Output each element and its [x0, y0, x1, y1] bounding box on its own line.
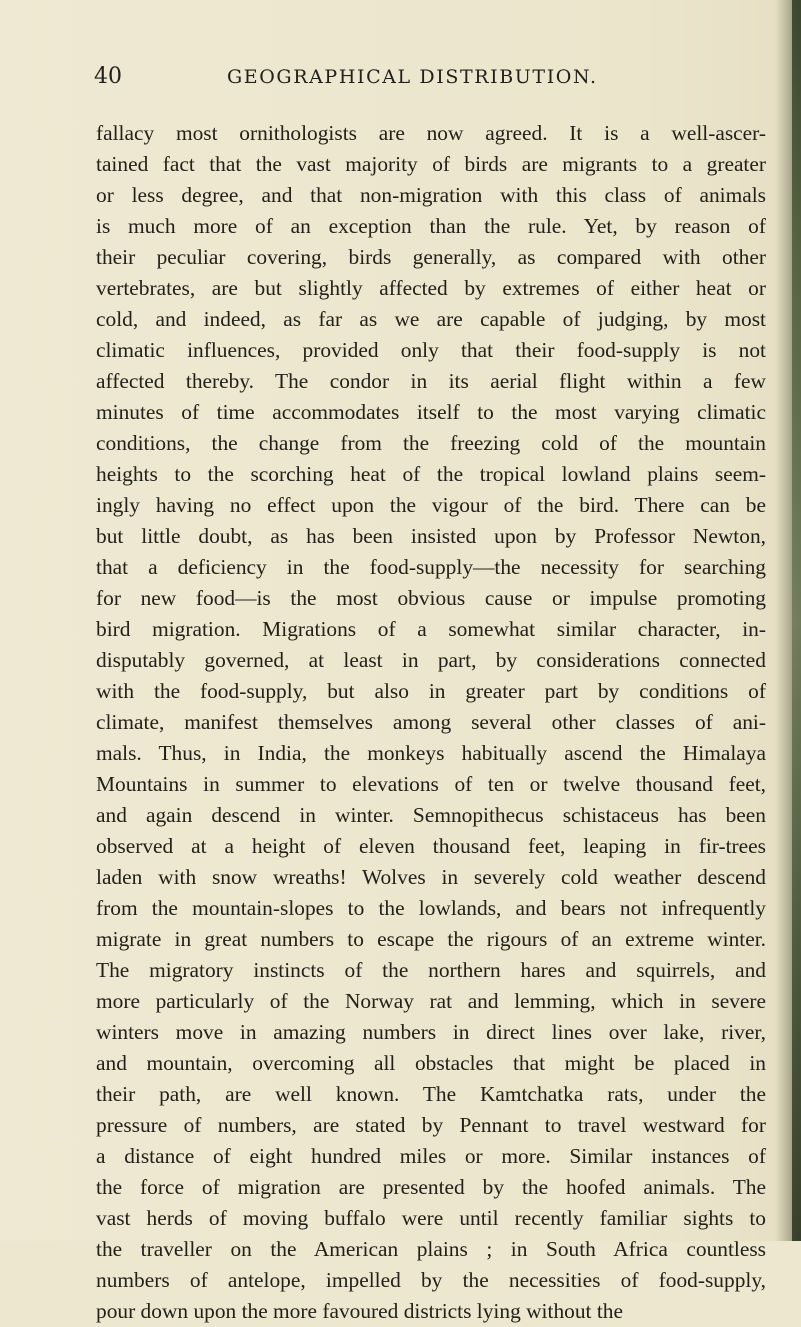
text-line: ingly having no effect upon the vigour of the bird. There can be: [96, 493, 766, 517]
text-line: their peculiar covering, birds generally, as compared with other: [96, 245, 766, 269]
text-line: from the mountain-slopes to the lowlands, and bears not infrequently: [96, 896, 766, 920]
text-line: climatic influences, provided only that their food-supply is not: [96, 338, 766, 362]
text-line: minutes of time accommodates itself to the most varying climatic: [96, 400, 766, 424]
text-line: is much more of an exception than the rule. Yet, by reason of: [96, 214, 766, 238]
text-line: pour down upon the more favoured districts lying without the: [96, 1299, 623, 1323]
running-head: GEOGRAPHICAL DISTRIBUTION.: [227, 66, 598, 88]
text-line: winters move in amazing numbers in direct lines over lake, river,: [96, 1020, 766, 1044]
text-line: climate, manifest themselves among several other classes of ani-: [96, 710, 766, 734]
text-line: vast herds of moving buffalo were until recently familiar sights to: [96, 1206, 766, 1230]
text-line: the traveller on the American plains ; in South Africa countless: [96, 1237, 766, 1261]
text-line: bird migration. Migrations of a somewhat similar character, in-: [96, 617, 766, 641]
page-number: 40: [94, 64, 122, 89]
page-header: [0, 64, 801, 94]
text-line: their path, are well known. The Kamtchatka rats, under the: [96, 1082, 766, 1106]
text-line: tained fact that the vast majority of birds are migrants to a greater: [96, 152, 766, 176]
text-line: more particularly of the Norway rat and lemming, which in severe: [96, 989, 766, 1013]
text-line: vertebrates, are but slightly affected by extremes of either heat or: [96, 276, 766, 300]
text-line: or less degree, and that non-migration with this class of animals: [96, 183, 766, 207]
text-line: but little doubt, as has been insisted upon by Professor Newton,: [96, 524, 766, 548]
text-line: and mountain, overcoming all obstacles that might be placed in: [96, 1051, 766, 1075]
text-line: and again descend in winter. Semnopithecus schistaceus has been: [96, 803, 766, 827]
text-line: cold, and indeed, as far as we are capable of judging, by most: [96, 307, 766, 331]
spine-edge: [792, 0, 801, 1241]
text-line: the force of migration are presented by the hoofed animals. The: [96, 1175, 766, 1199]
text-line: that a deficiency in the food-supply—the necessity for searching: [96, 555, 766, 579]
text-line: mals. Thus, in India, the monkeys habitually ascend the Himalaya: [96, 741, 766, 765]
text-line: heights to the scorching heat of the tropical lowland plains seem-: [96, 462, 766, 486]
text-line: numbers of antelope, impelled by the necessities of food-supply,: [96, 1268, 766, 1292]
text-line: observed at a height of eleven thousand feet, leaping in fir-trees: [96, 834, 766, 858]
text-line: for new food—is the most obvious cause or impulse promoting: [96, 586, 766, 610]
text-line: conditions, the change from the freezing cold of the mountain: [96, 431, 766, 455]
text-line: The migratory instincts of the northern hares and squirrels, and: [96, 958, 766, 982]
text-line: pressure of numbers, are stated by Pennant to travel westward for: [96, 1113, 766, 1137]
text-line: migrate in great numbers to escape the rigours of an extreme winter.: [96, 927, 766, 951]
text-line: affected thereby. The condor in its aerial flight within a few: [96, 369, 766, 393]
text-line: disputably governed, at least in part, by considerations connected: [96, 648, 766, 672]
text-line: a distance of eight hundred miles or more. Similar instances of: [96, 1144, 766, 1168]
text-line: with the food-supply, but also in greater part by conditions of: [96, 679, 766, 703]
text-line: Mountains in summer to elevations of ten or twelve thousand feet,: [96, 772, 766, 796]
text-line: fallacy most ornithologists are now agreed. It is a well-ascer-: [96, 121, 766, 145]
text-line: laden with snow wreaths! Wolves in severely cold weather descend: [96, 865, 766, 889]
body-text: [96, 118, 766, 1327]
